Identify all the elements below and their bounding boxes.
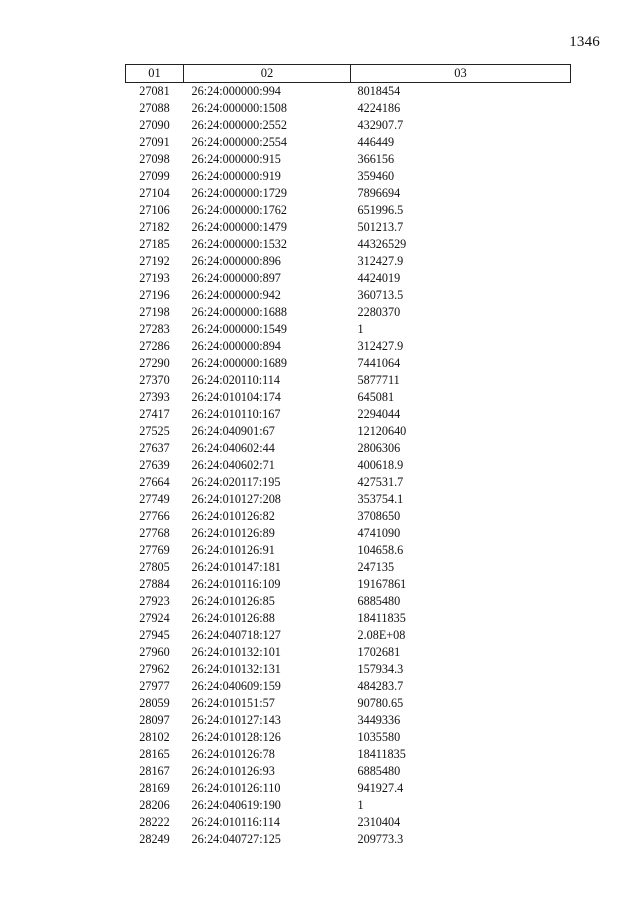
table-row xyxy=(126,270,571,287)
table-cell: 26:24:040901:67 xyxy=(191,424,275,438)
table-cell: 26:24:010126:110 xyxy=(191,781,281,795)
data-table xyxy=(125,64,571,848)
table-row xyxy=(126,797,571,814)
table-cell: 26:24:010132:131 xyxy=(191,662,281,676)
table-cell: 27192 xyxy=(139,254,170,268)
table-cell: 26:24:010127:143 xyxy=(191,713,281,727)
table-cell: 2294044 xyxy=(357,407,401,421)
table-cell: 26:24:000000:1549 xyxy=(191,322,287,336)
table-cell: 27182 xyxy=(139,220,170,234)
table-cell: 27884 xyxy=(139,577,170,591)
table-cell: 400618.9 xyxy=(357,458,404,472)
table-cell: 27977 xyxy=(139,679,170,693)
table-row xyxy=(126,440,571,457)
table-row xyxy=(126,729,571,746)
table-cell: 26:24:000000:1688 xyxy=(191,305,287,319)
table-cell: 27090 xyxy=(139,118,170,132)
table-cell: 27525 xyxy=(139,424,170,438)
table-cell: 26:24:000000:942 xyxy=(191,288,281,302)
table-row xyxy=(126,117,571,134)
table-row xyxy=(126,423,571,440)
table-cell: 26:24:010126:82 xyxy=(191,509,275,523)
table-cell: 645081 xyxy=(357,390,395,404)
table-row xyxy=(126,83,571,101)
table-cell: 427531.7 xyxy=(357,475,404,489)
column-header: 01 xyxy=(126,65,184,83)
table-cell: 26:24:010126:89 xyxy=(191,526,275,540)
table-cell: 27286 xyxy=(139,339,170,353)
table-cell: 27924 xyxy=(139,611,170,625)
table-cell: 26:24:040718:127 xyxy=(191,628,281,642)
table-cell: 5877711 xyxy=(357,373,400,387)
table-row xyxy=(126,100,571,117)
table-cell: 28249 xyxy=(139,832,170,846)
table-row xyxy=(126,355,571,372)
table-row xyxy=(126,338,571,355)
table-cell: 2806306 xyxy=(357,441,401,455)
table-cell: 27417 xyxy=(139,407,170,421)
table-cell: 26:24:010126:93 xyxy=(191,764,275,778)
table-cell: 26:24:040727:125 xyxy=(191,832,281,846)
table-cell: 6885480 xyxy=(357,764,401,778)
table-cell: 3449336 xyxy=(357,713,401,727)
page-number: 1346 xyxy=(569,34,600,50)
table-row xyxy=(126,542,571,559)
table-cell: 2280370 xyxy=(357,305,401,319)
table-row xyxy=(126,253,571,270)
table-cell: 26:24:000000:1508 xyxy=(191,101,287,115)
table-cell: 27769 xyxy=(139,543,170,557)
table-cell: 27106 xyxy=(139,203,170,217)
table-cell: 104658.6 xyxy=(357,543,404,557)
table-cell: 26:24:040609:159 xyxy=(191,679,281,693)
table-cell: 353754.1 xyxy=(357,492,404,506)
table-cell: 28167 xyxy=(139,764,170,778)
table-cell: 26:24:010104:174 xyxy=(191,390,281,404)
table-cell: 209773.3 xyxy=(357,832,404,846)
table-cell: 27198 xyxy=(139,305,170,319)
table-cell: 4741090 xyxy=(357,526,401,540)
table-cell: 26:24:000000:1479 xyxy=(191,220,287,234)
table-row xyxy=(126,304,571,321)
table-cell: 27749 xyxy=(139,492,170,506)
table-cell: 941927.4 xyxy=(357,781,404,795)
table-row xyxy=(126,389,571,406)
table-cell: 26:24:000000:894 xyxy=(191,339,281,353)
table-cell: 27960 xyxy=(139,645,170,659)
table-row xyxy=(126,593,571,610)
table-cell: 27637 xyxy=(139,441,170,455)
table-cell: 26:24:010151:57 xyxy=(191,696,275,710)
table-row xyxy=(126,185,571,202)
table-row xyxy=(126,610,571,627)
table-cell: 26:24:010132:101 xyxy=(191,645,281,659)
table-cell: 4424019 xyxy=(357,271,401,285)
table-cell: 1702681 xyxy=(357,645,401,659)
table-cell: 28059 xyxy=(139,696,170,710)
table-cell: 1 xyxy=(357,322,364,336)
table-cell: 27766 xyxy=(139,509,170,523)
column-header: 02 xyxy=(184,65,351,83)
table-cell: 26:24:010126:88 xyxy=(191,611,275,625)
table-cell: 26:24:040619:190 xyxy=(191,798,281,812)
table-cell: 27185 xyxy=(139,237,170,251)
table-cell: 366156 xyxy=(357,152,395,166)
table-body xyxy=(126,83,571,849)
table-cell: 26:24:020117:195 xyxy=(191,475,281,489)
table-cell: 26:24:000000:915 xyxy=(191,152,281,166)
table-cell: 3708650 xyxy=(357,509,401,523)
table-cell: 26:24:010116:109 xyxy=(191,577,281,591)
table-cell: 26:24:000000:1762 xyxy=(191,203,287,217)
table-cell: 28222 xyxy=(139,815,170,829)
table-row xyxy=(126,151,571,168)
table-cell: 26:24:040602:71 xyxy=(191,458,275,472)
table-cell: 157934.3 xyxy=(357,662,404,676)
table-row xyxy=(126,712,571,729)
table-cell: 1035580 xyxy=(357,730,401,744)
table-cell: 26:24:000000:1532 xyxy=(191,237,287,251)
table-row xyxy=(126,372,571,389)
table-cell: 4224186 xyxy=(357,101,401,115)
table-cell: 26:24:000000:896 xyxy=(191,254,281,268)
table-cell: 26:24:010110:167 xyxy=(191,407,281,421)
table-cell: 651996.5 xyxy=(357,203,404,217)
table-cell: 360713.5 xyxy=(357,288,404,302)
table-row xyxy=(126,525,571,542)
column-header: 03 xyxy=(351,65,571,83)
table-cell: 26:24:040602:44 xyxy=(191,441,275,455)
table-cell: 12120640 xyxy=(357,424,407,438)
table-cell: 27088 xyxy=(139,101,170,115)
table-cell: 28097 xyxy=(139,713,170,727)
table-cell: 26:24:010126:85 xyxy=(191,594,275,608)
table-cell: 18411835 xyxy=(357,747,406,761)
table-row xyxy=(126,576,571,593)
table-row xyxy=(126,287,571,304)
table-row xyxy=(126,406,571,423)
table-cell: 2310404 xyxy=(357,815,401,829)
table-cell: 27193 xyxy=(139,271,170,285)
table-row xyxy=(126,627,571,644)
table-row xyxy=(126,746,571,763)
table-cell: 7896694 xyxy=(357,186,401,200)
table-row xyxy=(126,763,571,780)
table-cell: 6885480 xyxy=(357,594,401,608)
table-cell: 501213.7 xyxy=(357,220,404,234)
table-cell: 44326529 xyxy=(357,237,407,251)
data-table-container xyxy=(125,64,570,848)
table-cell: 27768 xyxy=(139,526,170,540)
table-cell: 8018454 xyxy=(357,84,401,98)
table-cell: 27283 xyxy=(139,322,170,336)
table-cell: 312427.9 xyxy=(357,339,404,353)
table-cell: 247135 xyxy=(357,560,395,574)
table-cell: 26:24:000000:1729 xyxy=(191,186,287,200)
table-cell: 27104 xyxy=(139,186,170,200)
table-cell: 27962 xyxy=(139,662,170,676)
table-cell: 27639 xyxy=(139,458,170,472)
table-cell: 26:24:000000:897 xyxy=(191,271,281,285)
table-row xyxy=(126,168,571,185)
table-cell: 26:24:000000:919 xyxy=(191,169,281,183)
table-cell: 26:24:000000:2554 xyxy=(191,135,287,149)
table-cell: 19167861 xyxy=(357,577,407,591)
table-header xyxy=(126,65,571,83)
table-row xyxy=(126,457,571,474)
table-cell: 2.08E+08 xyxy=(357,628,406,642)
table-cell: 27081 xyxy=(139,84,170,98)
table-cell: 26:24:010116:114 xyxy=(191,815,280,829)
table-row xyxy=(126,661,571,678)
table-cell: 27805 xyxy=(139,560,170,574)
table-cell: 26:24:010126:91 xyxy=(191,543,275,557)
table-cell: 7441064 xyxy=(357,356,401,370)
table-cell: 27370 xyxy=(139,373,170,387)
table-cell: 26:24:000000:1689 xyxy=(191,356,287,370)
table-cell: 359460 xyxy=(357,169,395,183)
table-cell: 26:24:020110:114 xyxy=(191,373,280,387)
table-cell: 484283.7 xyxy=(357,679,404,693)
table-cell: 26:24:010147:181 xyxy=(191,560,281,574)
table-row xyxy=(126,491,571,508)
table-cell: 1 xyxy=(357,798,364,812)
table-cell: 28169 xyxy=(139,781,170,795)
table-row xyxy=(126,202,571,219)
table-row xyxy=(126,831,571,848)
table-cell: 26:24:000000:994 xyxy=(191,84,281,98)
table-row xyxy=(126,814,571,831)
table-cell: 28165 xyxy=(139,747,170,761)
table-cell: 27945 xyxy=(139,628,170,642)
table-row xyxy=(126,236,571,253)
table-row xyxy=(126,559,571,576)
table-cell: 90780.65 xyxy=(357,696,404,710)
table-row xyxy=(126,321,571,338)
table-cell: 27099 xyxy=(139,169,170,183)
table-cell: 26:24:010128:126 xyxy=(191,730,281,744)
table-row xyxy=(126,695,571,712)
table-cell: 27196 xyxy=(139,288,170,302)
table-cell: 18411835 xyxy=(357,611,406,625)
table-cell: 27664 xyxy=(139,475,170,489)
table-row xyxy=(126,644,571,661)
table-cell: 26:24:000000:2552 xyxy=(191,118,287,132)
table-cell: 26:24:010126:78 xyxy=(191,747,275,761)
table-cell: 28206 xyxy=(139,798,170,812)
table-cell: 27393 xyxy=(139,390,170,404)
table-cell: 27923 xyxy=(139,594,170,608)
table-row xyxy=(126,678,571,695)
table-row xyxy=(126,780,571,797)
table-cell: 432907.7 xyxy=(357,118,404,132)
table-row xyxy=(126,219,571,236)
table-cell: 446449 xyxy=(357,135,395,149)
table-cell: 26:24:010127:208 xyxy=(191,492,281,506)
table-cell: 28102 xyxy=(139,730,170,744)
table-row xyxy=(126,134,571,151)
table-row xyxy=(126,508,571,525)
table-cell: 27091 xyxy=(139,135,170,149)
table-cell: 312427.9 xyxy=(357,254,404,268)
table-row xyxy=(126,474,571,491)
table-cell: 27098 xyxy=(139,152,170,166)
table-cell: 27290 xyxy=(139,356,170,370)
